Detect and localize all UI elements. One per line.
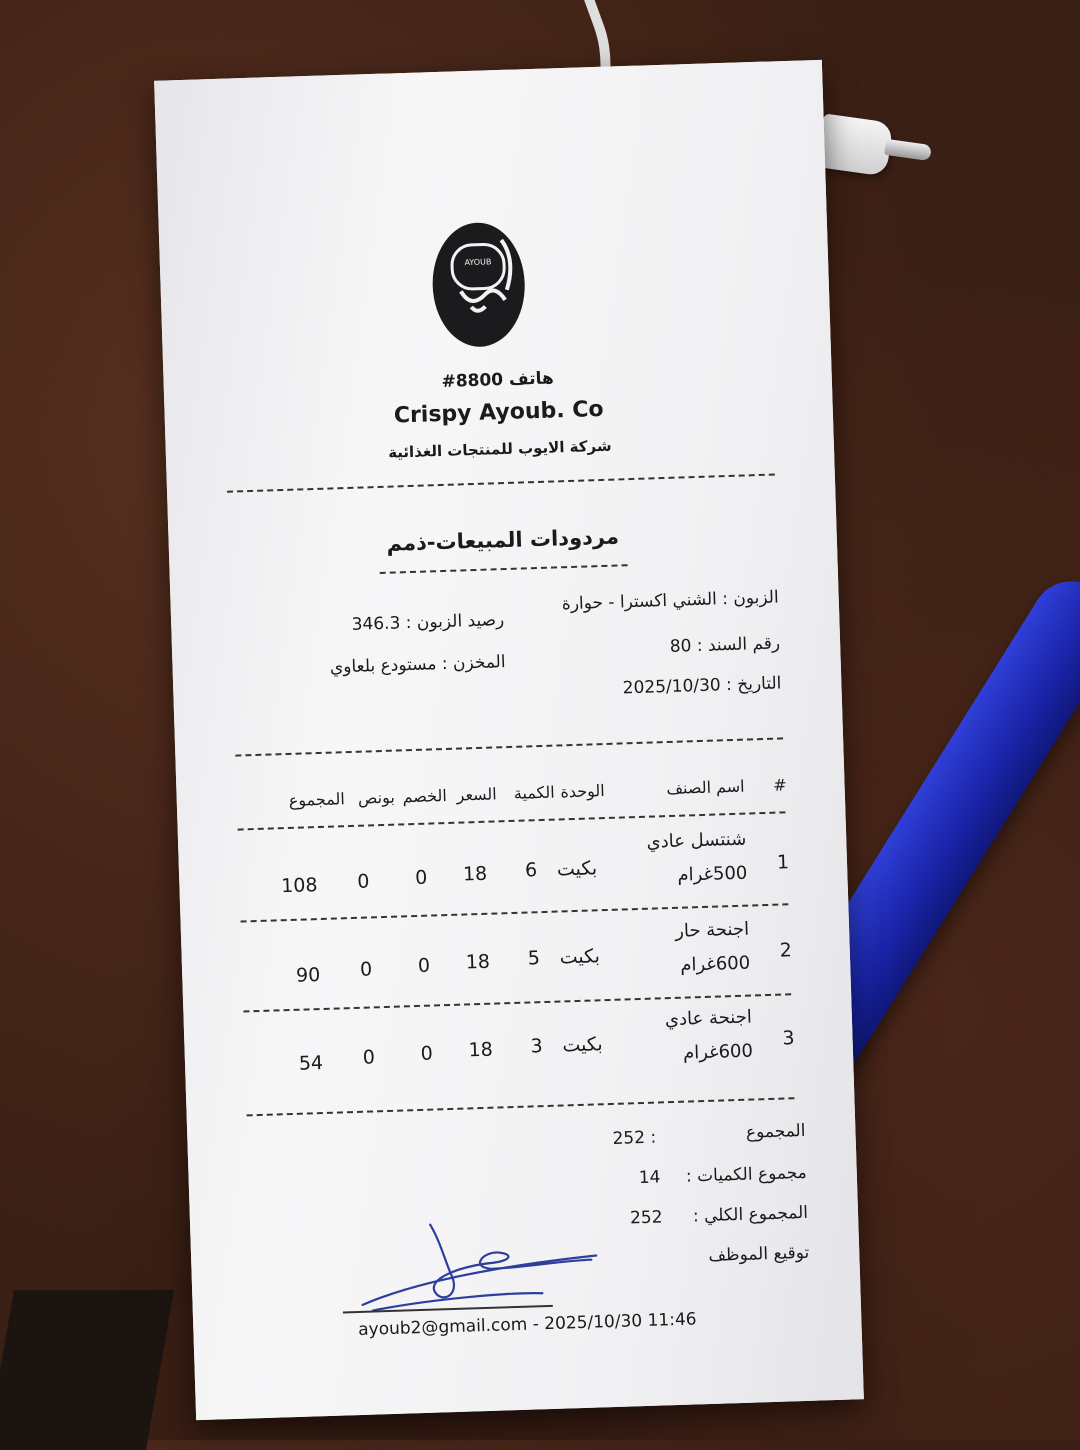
price: 18	[465, 950, 491, 974]
quantity: 5	[527, 947, 541, 970]
quantity-total-label: مجموع الكميات :	[685, 1162, 808, 1187]
bonus: 0	[356, 870, 370, 893]
item-weight: 500غرام	[677, 862, 748, 886]
price: 18	[462, 862, 488, 886]
voucher-number: رقم السند : 80	[669, 633, 781, 657]
grand-total-label: المجموع الكلي :	[692, 1202, 809, 1227]
item-name-line: اجنحة عادي	[664, 1006, 753, 1031]
document-date: التاريخ : 2025/10/30	[622, 673, 782, 699]
item-name-line: شنتسل عادي	[646, 828, 747, 853]
warehouse: المخزن : مستودع بلعاوي	[329, 652, 506, 678]
document-title: مردودات المبيعات-ذمم	[386, 524, 620, 556]
phone-number: هاتف 8800#	[441, 368, 555, 392]
grand-total-value: 252	[629, 1207, 663, 1229]
row-num: 2	[779, 939, 793, 962]
row-total: 54	[298, 1052, 324, 1075]
discount: 0	[420, 1042, 434, 1065]
row-total: 90	[295, 964, 321, 987]
bonus: 0	[362, 1046, 376, 1069]
header-total: المجموع	[288, 789, 346, 810]
total-label: المجموع	[745, 1120, 806, 1143]
quantity: 6	[524, 859, 538, 882]
bonus: 0	[359, 958, 373, 981]
title-underline	[380, 564, 628, 574]
unit: بكيت	[556, 857, 598, 881]
item-name	[611, 1001, 753, 1073]
item-weight: 600غرام	[682, 1040, 754, 1064]
receipt	[154, 60, 864, 1420]
header-item: اسم الصنف	[666, 776, 745, 799]
price: 18	[468, 1038, 494, 1062]
company-logo	[429, 219, 529, 350]
customer-name: الزبون : الشني اكسترا - حوارة	[561, 587, 779, 615]
footer-contact: ayoub2@gmail.com - 2025/10/30 11:46	[357, 1309, 697, 1341]
customer-balance: رصيد الزبون : 346.3	[351, 610, 505, 635]
header-qty: الكمية	[513, 782, 555, 803]
item-name	[609, 913, 751, 985]
item-name-line: اجنحة حار	[674, 918, 750, 942]
header-discount: الخصم	[402, 785, 448, 807]
charger-plug	[817, 113, 894, 176]
item-name	[606, 823, 748, 895]
employee-signature-label: توقيع الموظف	[708, 1242, 810, 1266]
header-price: السعر	[456, 784, 497, 805]
company-name-arabic: شركة الايوب للمنتجات الغذائية	[387, 436, 612, 462]
divider	[235, 737, 783, 756]
quantity-total-value: 14	[638, 1167, 661, 1189]
divider	[247, 1097, 795, 1116]
unit: بكيت	[562, 1033, 603, 1057]
quantity: 3	[530, 1035, 543, 1058]
row-num: 1	[776, 851, 790, 874]
company-name: Crispy Ayoub. Co	[393, 396, 604, 429]
discount: 0	[414, 866, 428, 890]
unit: بكيت	[559, 945, 601, 969]
divider	[227, 474, 775, 493]
row-num: 3	[782, 1027, 795, 1050]
svg-text:AYOUB: AYOUB	[464, 257, 492, 268]
discount: 0	[417, 954, 431, 977]
header-unit: الوحدة	[560, 781, 605, 802]
total-value: 252 :	[612, 1127, 657, 1149]
item-weight: 600غرام	[679, 952, 751, 976]
row-total: 108	[280, 874, 318, 898]
header-bonus: بونص	[357, 787, 396, 808]
charger-plug-tip	[884, 139, 932, 161]
table-corner	[0, 1290, 174, 1450]
header-num: #	[772, 775, 787, 795]
